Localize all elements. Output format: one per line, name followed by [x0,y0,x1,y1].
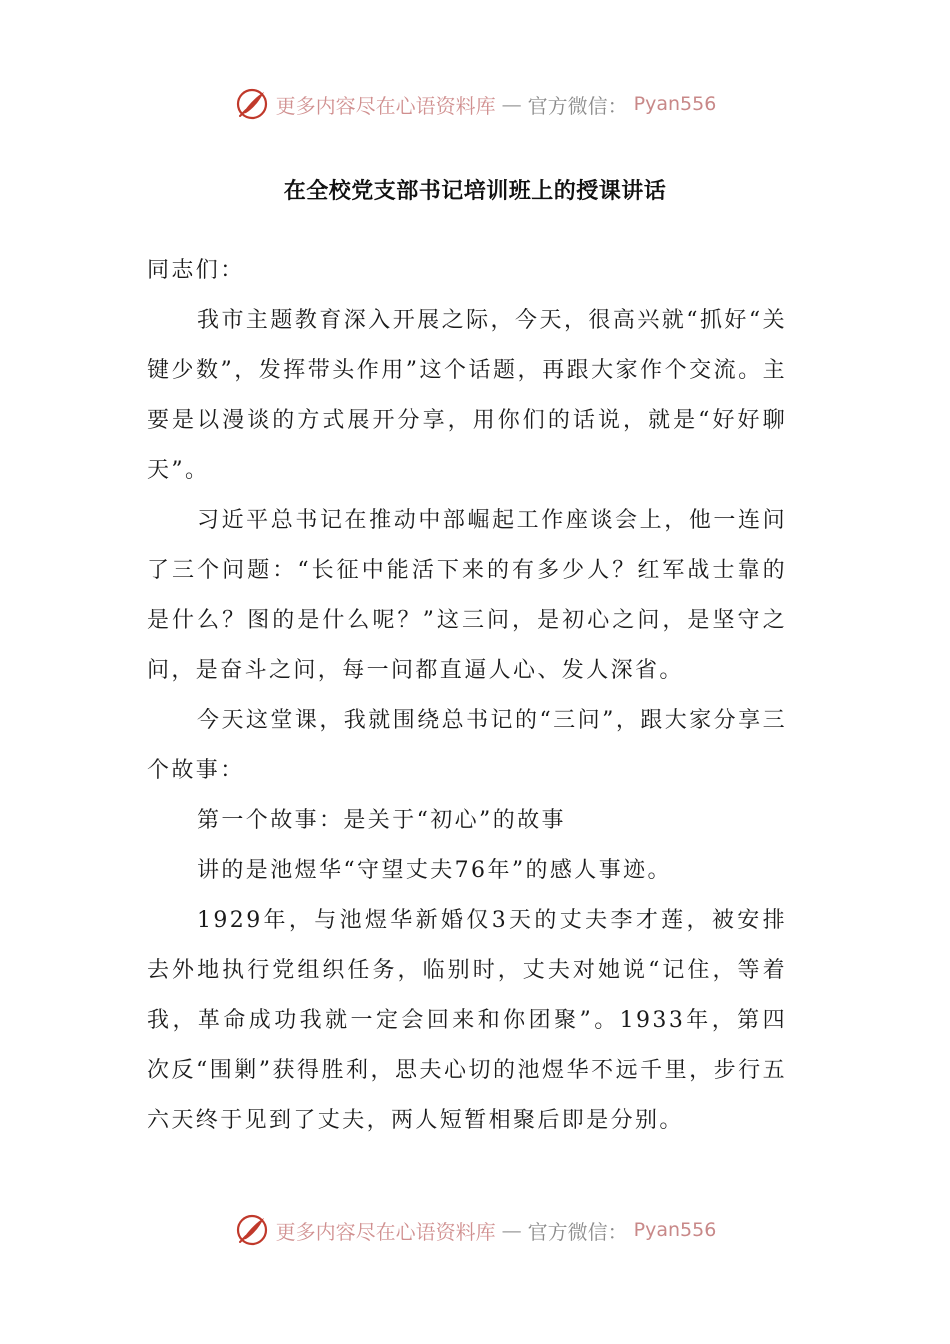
paragraph-5: 讲的是池煜华“守望丈夫76年”的感人事迹。 [197,858,672,883]
paragraph-3: 今天这堂课，我就围绕总书记的“三问”，跟大家分享三个故事： [147,708,787,783]
greeting: 同志们： [147,258,245,283]
wechat-label: 官方微信： [527,1219,628,1244]
paragraph-1: 我市主题教育深入开展之际，今天，很高兴就“抓好“关键少数”，发挥带头作用”这个话题，再跟大家作个交流。主要是以漫谈的方式展开分享，用你们的话说，就是“好好聊天”。 [147,308,787,483]
banner-separator: — [501,1218,522,1242]
paragraph-4: 第一个故事：是关于“初心”的故事 [197,808,566,833]
quill-logo-icon [234,1212,270,1248]
paragraph-2: 习近平总书记在推动中部崛起工作座谈会上，他一连问了三个问题：“长征中能活下来的有多少人？红军战士靠的是什么？图的是什么呢？”这三问，是初心之问，是坚守之问，是奋斗之问，每一问都直逼人心、发人深省。 [147,508,787,683]
brand-text: 更多内容尽在心语资料库 [275,93,496,118]
document-title: 在全校党支部书记培训班上的授课讲话 [283,179,667,204]
header-watermark-banner [0,82,950,126]
document-body [147,246,787,1146]
wechat-id: Pyan556 [633,93,717,115]
brand-text: 更多内容尽在心语资料库 [275,1219,496,1244]
footer-watermark-banner [0,1208,950,1252]
quill-logo-icon [234,86,270,122]
paragraph-6: 1929年，与池煜华新婚仅3天的丈夫李才莲，被安排去外地执行党组织任务，临别时，丈夫对她说“记住，等着我，革命成功我就一定会回来和你团聚”。1933年，第四次反“围剿”获得胜利，思夫心切的池煜华不远千里，步行五六天终于见到了丈夫，两人短暂相聚后即是分别。 [147,908,787,1133]
wechat-id: Pyan556 [633,1219,717,1241]
wechat-label: 官方微信： [527,93,628,118]
banner-separator: — [501,92,522,116]
